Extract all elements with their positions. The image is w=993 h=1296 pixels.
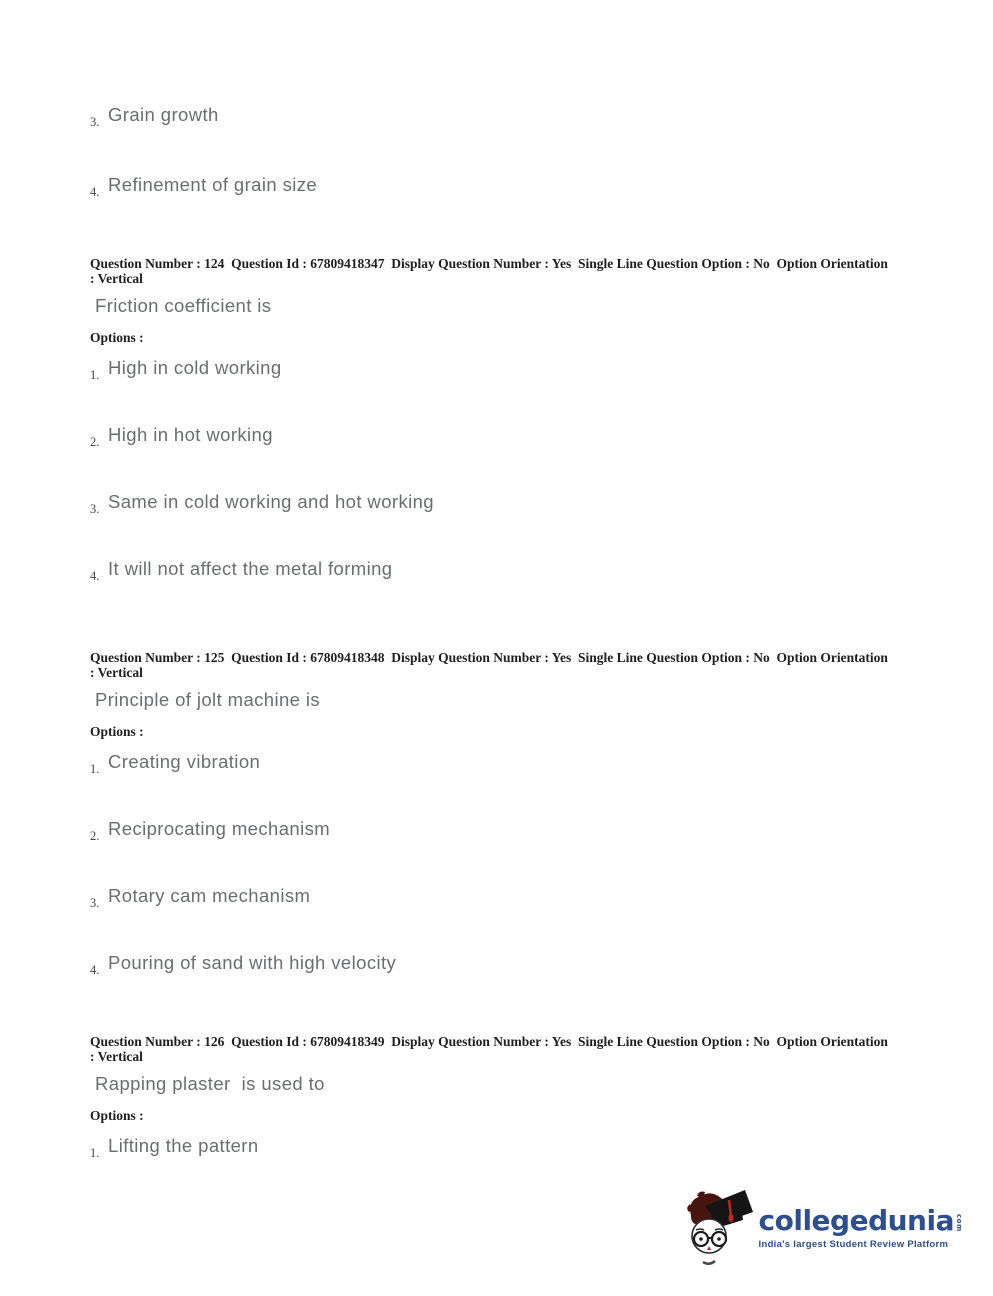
option-text: Refinement of grain size xyxy=(108,174,318,195)
question-text: Friction coefficient is xyxy=(95,295,272,316)
option-row xyxy=(90,750,890,774)
option-text: High in cold working xyxy=(108,357,282,378)
option-row xyxy=(90,490,890,514)
logo-text-column xyxy=(759,1206,963,1250)
option-text: Same in cold working and hot working xyxy=(108,491,434,512)
page-content xyxy=(90,103,890,1158)
question-metadata: Question Number : 125 Question Id : 67809418348 Display Question Number : Yes Single Line Question Option : No Option Orientation : Vertical xyxy=(90,650,892,680)
option-row xyxy=(90,951,890,975)
option-row xyxy=(90,356,890,380)
option-number: 2. xyxy=(90,829,100,843)
option-number: 1. xyxy=(90,368,100,382)
logo-brand-text: collegedunia xyxy=(758,1204,954,1237)
collegedunia-mascot-icon xyxy=(681,1186,753,1270)
option-number: 3. xyxy=(90,502,100,516)
option-row xyxy=(90,817,890,841)
option-row xyxy=(90,884,890,908)
option-number: 1. xyxy=(90,762,100,776)
question-text: Rapping plaster is used to xyxy=(95,1073,325,1094)
question-metadata: Question Number : 126 Question Id : 67809418349 Display Question Number : Yes Single Line Question Option : No Option Orientation : Vertical xyxy=(90,1034,892,1064)
option-number: 3. xyxy=(90,115,100,129)
logo-brand-suffix: com xyxy=(955,1214,963,1232)
question-block-124 xyxy=(90,256,890,581)
options-label: Options : xyxy=(90,1108,144,1123)
options-label: Options : xyxy=(90,724,144,739)
option-row xyxy=(90,557,890,581)
option-row xyxy=(90,1134,890,1158)
previous-question-options xyxy=(90,103,890,197)
options-label: Options : xyxy=(90,330,144,345)
question-metadata: Question Number : 124 Question Id : 67809418347 Display Question Number : Yes Single Line Question Option : No Option Orientation : Vertical xyxy=(90,256,892,286)
option-row xyxy=(90,173,890,197)
collegedunia-logo xyxy=(681,1186,963,1270)
option-text: Rotary cam mechanism xyxy=(108,885,311,906)
option-text: Grain growth xyxy=(108,104,219,125)
option-text: Pouring of sand with high velocity xyxy=(108,952,397,973)
option-row xyxy=(90,103,890,127)
option-row xyxy=(90,423,890,447)
question-block-125 xyxy=(90,650,890,975)
option-number: 4. xyxy=(90,963,100,977)
option-number: 1. xyxy=(90,1146,100,1160)
option-text: Reciprocating mechanism xyxy=(108,818,331,839)
option-text: Lifting the pattern xyxy=(108,1135,259,1156)
question-text: Principle of jolt machine is xyxy=(95,689,321,710)
option-number: 4. xyxy=(90,185,100,199)
option-number: 4. xyxy=(90,569,100,583)
option-text: It will not affect the metal forming xyxy=(108,558,393,579)
logo-tagline: India's largest Student Review Platform xyxy=(758,1239,949,1250)
question-block-126 xyxy=(90,1034,890,1158)
logo-brand-row xyxy=(759,1206,963,1236)
option-text: Creating vibration xyxy=(108,751,261,772)
option-number: 3. xyxy=(90,896,100,910)
option-text: High in hot working xyxy=(108,424,273,445)
option-number: 2. xyxy=(90,435,100,449)
